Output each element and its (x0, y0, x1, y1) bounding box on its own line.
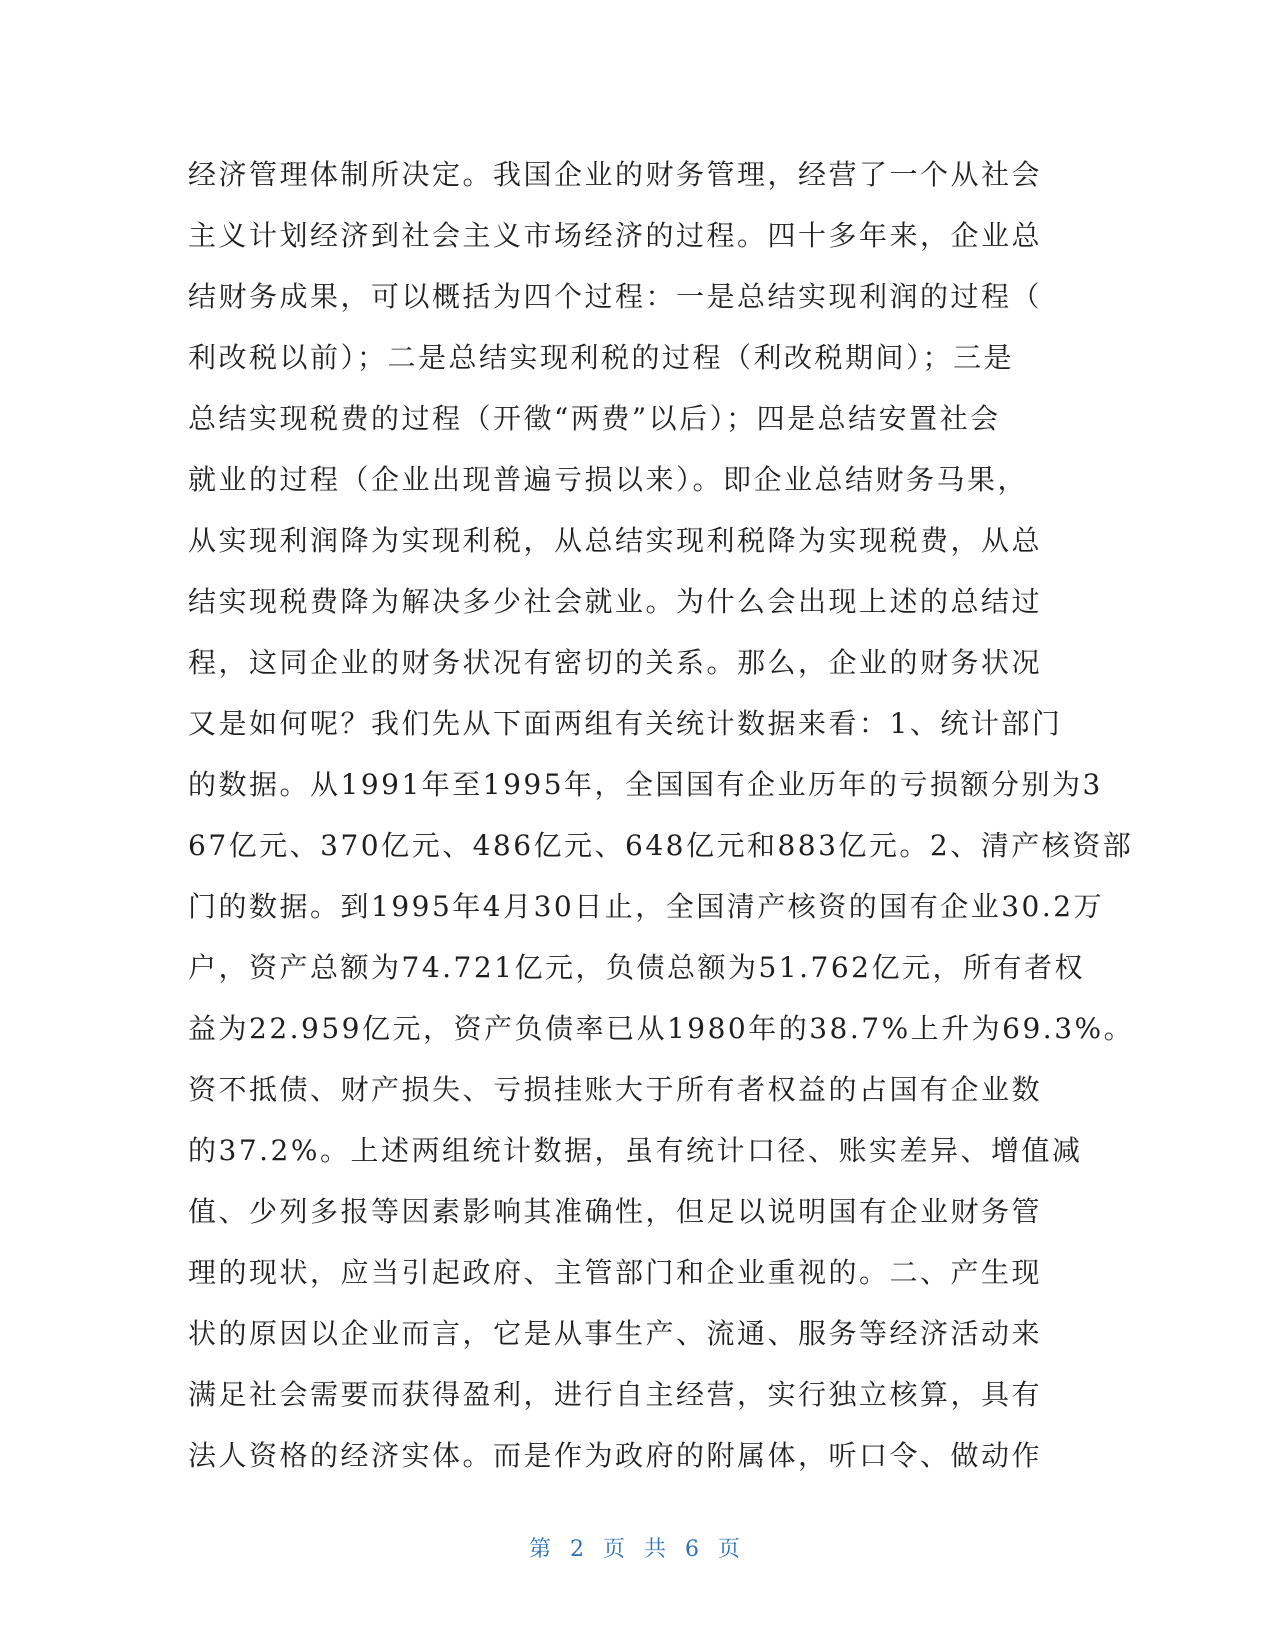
text-line: 结实现税费降为解决多少社会就业。为什么会出现上述的总结过 (188, 585, 1043, 618)
text-line: 益为22.959亿元，资产负债率已从1980年的38.7%上升为69.3%。 (188, 1012, 1135, 1045)
text-line: 经济管理体制所决定。我国企业的财务管理，经营了一个从社会 (188, 158, 1043, 191)
body-text (188, 144, 1135, 1486)
text-line: 值、少列多报等因素影响其准确性，但足以说明国有企业财务管 (188, 1195, 1043, 1228)
text-line: 满足社会需要而获得盈利，进行自主经营，实行独立核算，具有 (188, 1378, 1043, 1411)
text-line: 结财务成果，可以概括为四个过程：一是总结实现利润的过程（ (188, 280, 1043, 313)
page-number-footer: 第 2 页 共 6 页 (529, 1537, 746, 1562)
text-line: 总结实现税费的过程（开徵“两费”以后）；四是总结安置社会 (188, 402, 1001, 435)
text-line: 主义计划经济到社会主义市场经济的过程。四十多年来，企业总 (188, 219, 1043, 252)
text-line: 理的现状，应当引起政府、主管部门和企业重视的。二、产生现 (188, 1256, 1043, 1289)
text-line: 法人资格的经济实体。而是作为政府的附属体，听口令、做动作 (188, 1439, 1043, 1472)
text-line: 67亿元、370亿元、486亿元、648亿元和883亿元。2、清产核资部 (188, 829, 1134, 862)
text-line: 户，资产总额为74.721亿元，负债总额为51.762亿元，所有者权 (188, 951, 1085, 984)
text-line: 又是如何呢？我们先从下面两组有关统计数据来看：1、统计部门 (188, 707, 1063, 740)
text-line: 程，这同企业的财务状况有密切的关系。那么，企业的财务状况 (188, 646, 1043, 679)
text-line: 就业的过程（企业出现普遍亏损以来）。即企业总结财务马果， (188, 463, 1029, 496)
text-line: 状的原因以企业而言，它是从事生产、流通、服务等经济活动来 (188, 1317, 1043, 1350)
text-line: 门的数据。到1995年4月30日止，全国清产核资的国有企业30.2万 (188, 890, 1105, 923)
text-line: 从实现利润降为实现利税，从总结实现利税降为实现税费，从总 (188, 524, 1043, 557)
text-line: 的数据。从1991年至1995年，全国国有企业历年的亏损额分别为3 (188, 768, 1103, 801)
text-line: 资不抵债、财产损失、亏损挂账大于所有者权益的占国有企业数 (188, 1073, 1043, 1106)
text-line: 的37.2%。上述两组统计数据，虽有统计口径、账实差异、增值减 (188, 1134, 1083, 1167)
text-line: 利改税以前）；二是总结实现利税的过程（利改税期间）；三是 (188, 341, 1015, 374)
